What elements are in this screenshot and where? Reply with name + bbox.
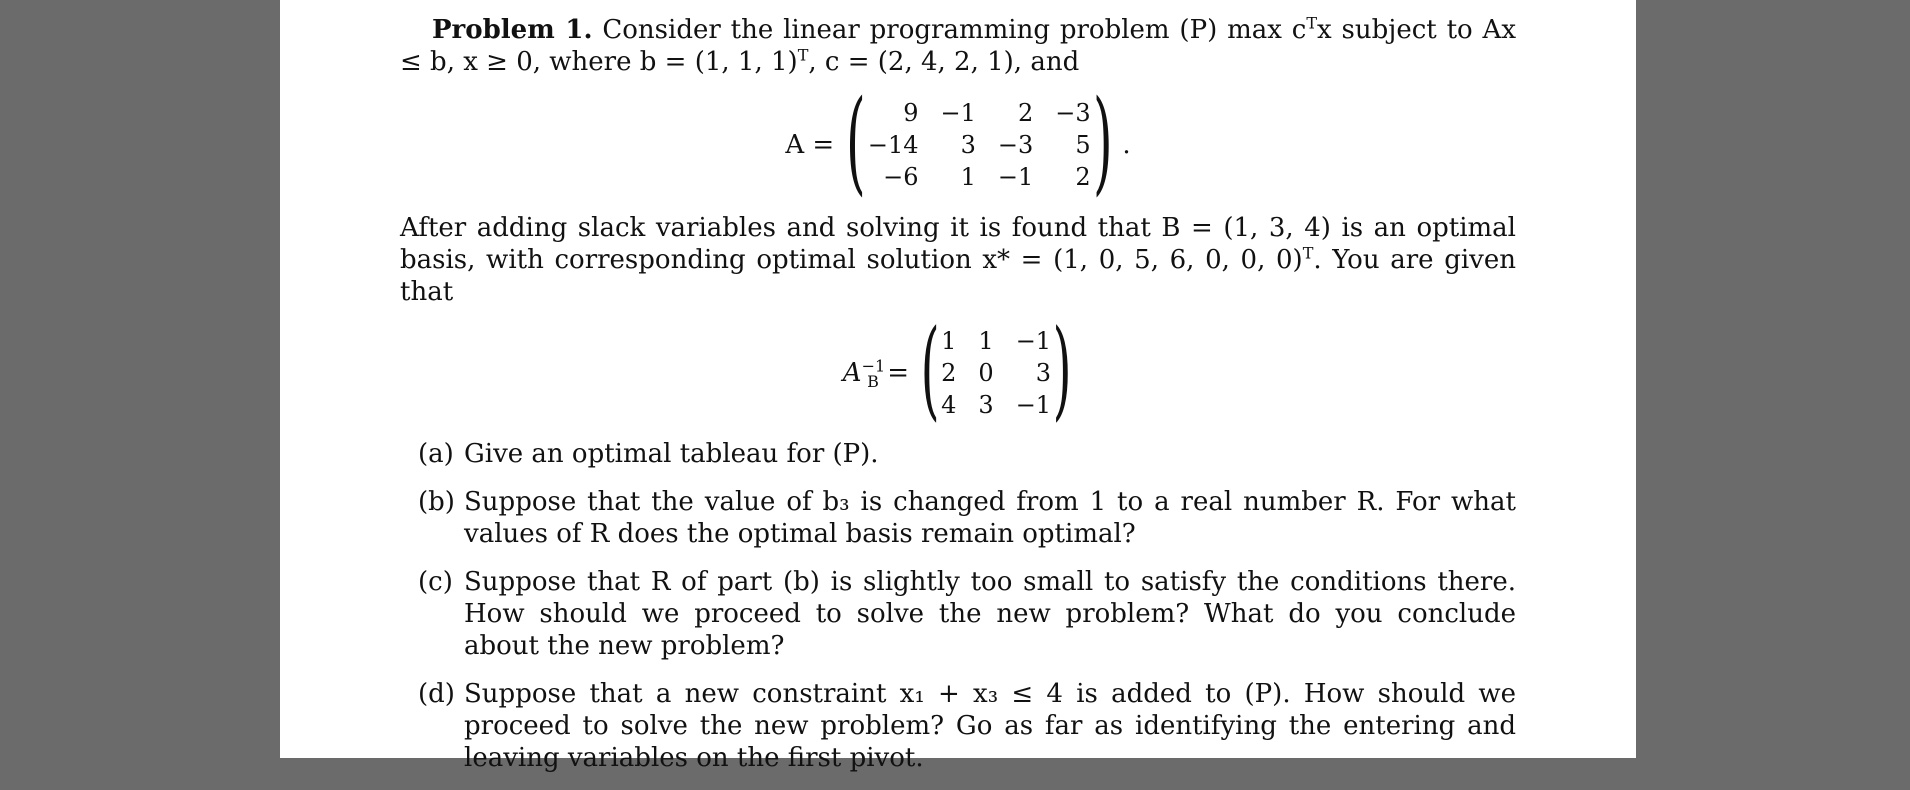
left-paren: ( xyxy=(846,77,866,207)
intro-transpose: T xyxy=(1306,13,1317,33)
intro-line-1: Consider the linear programming problem (P) max c xyxy=(602,15,1307,45)
problem-title: Problem 1. xyxy=(432,15,593,45)
matrix-a-block xyxy=(400,77,1516,207)
after-tail: . You are given that xyxy=(400,245,1516,307)
matrix-inv-label: $A^{-1}_B$ = xyxy=(842,356,909,392)
after-text: After adding slack variables and solving it is found that B = (1, 3, 4) is an optimal basis, with corresponding optimal solution x* = (1, 0, 5, 6, 0, 0, 0) xyxy=(400,213,1516,275)
matrix-cell: −1 xyxy=(1015,327,1052,355)
problem-content xyxy=(400,14,1516,790)
matrix-cell: −14 xyxy=(867,131,919,159)
part-text: Suppose that the value of b₃ is changed from 1 to a real number R. For what values of R does the optimal basis remain optimal? xyxy=(464,487,1516,549)
question-parts xyxy=(400,438,1516,774)
part-label: (b) xyxy=(418,487,455,517)
intro-line-2b: , c = (2, 4, 2, 1), and xyxy=(808,47,1080,77)
document-page xyxy=(280,0,1636,773)
matrix-cell: −1 xyxy=(997,163,1034,191)
part-b xyxy=(418,486,1516,550)
after-paragraph xyxy=(400,212,1516,308)
part-label: (d) xyxy=(418,679,455,709)
part-a xyxy=(418,438,1516,470)
matrix-cell: 1 xyxy=(978,327,994,355)
matrix-cell: 3 xyxy=(978,391,994,419)
matrix-inv xyxy=(941,325,1051,421)
intro-line-2: where b = (1, 1, 1) xyxy=(549,47,798,77)
matrix-cell: 2 xyxy=(1018,99,1034,127)
left-paren: ( xyxy=(920,307,940,432)
matrix-cell: 0 xyxy=(978,359,994,387)
matrix-cell: 4 xyxy=(941,391,957,419)
matrix-cell: −3 xyxy=(1055,99,1091,127)
part-text: Suppose that R of part (b) is slightly too small to satisfy the conditions there. How should we proceed to solve the new problem? What do you conclude about the new problem? xyxy=(464,567,1516,661)
matrix-cell: −1 xyxy=(1015,391,1052,419)
matrix-cell: 2 xyxy=(1075,163,1091,191)
matrix-a-label: A = xyxy=(785,130,835,160)
after-transpose: T xyxy=(1302,243,1314,263)
matrix-cell: 3 xyxy=(1035,359,1052,387)
matrix-cell: 2 xyxy=(941,359,957,387)
matrix-inv-block xyxy=(400,307,1516,432)
matrix-a xyxy=(868,97,1091,193)
matrix-cell: 5 xyxy=(1075,131,1091,159)
matrix-cell: 9 xyxy=(903,99,919,127)
matrix-cell: 3 xyxy=(960,131,976,159)
right-paren: ) xyxy=(1052,307,1072,432)
right-paren: ) xyxy=(1092,77,1113,207)
part-d xyxy=(418,678,1516,774)
part-label: (c) xyxy=(418,567,453,597)
intro-line-1b: x subject to Ax ≤ b, x ≥ 0, xyxy=(400,15,1516,77)
matrix-cell: −6 xyxy=(883,163,919,191)
part-text: Suppose that a new constraint x₁ + x₃ ≤ 4 is added to (P). How should we proceed to solve the new problem? Go as far as identifying the entering and leaving variables on the first pivot. xyxy=(464,679,1516,773)
matrix-period: . xyxy=(1122,130,1131,160)
part-label: (a) xyxy=(418,439,454,469)
intro-line-2-transpose: T xyxy=(797,45,809,65)
matrix-cell: 1 xyxy=(941,327,957,355)
matrix-cell: −3 xyxy=(997,131,1034,159)
matrix-cell: −1 xyxy=(940,99,976,127)
matrix-cell: 1 xyxy=(960,163,976,191)
problem-intro xyxy=(400,14,1516,78)
part-text: Give an optimal tableau for (P). xyxy=(464,439,879,469)
part-c xyxy=(418,566,1516,662)
